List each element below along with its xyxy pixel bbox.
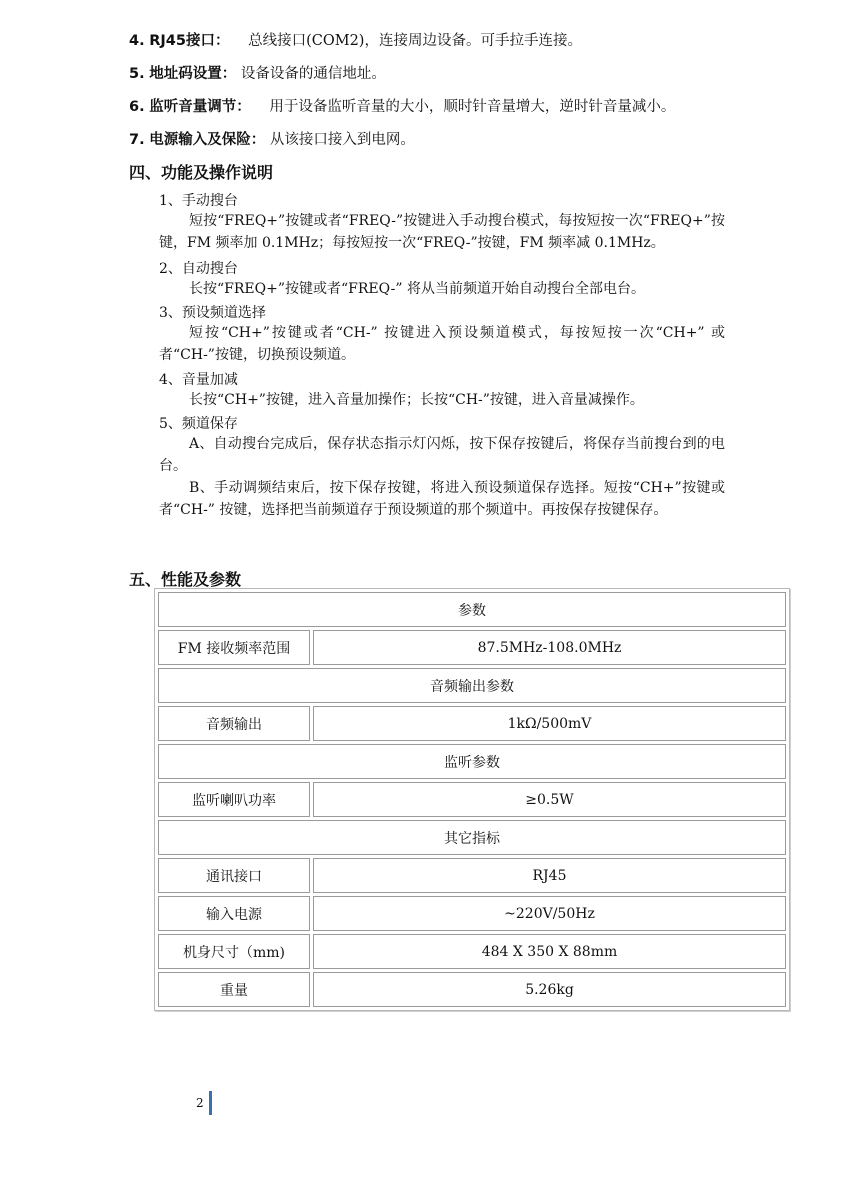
table-row (158, 858, 786, 893)
item-text: 总线接口(COM2)，连接周边设备。可手拉手连接。 (248, 33, 582, 49)
item-colon: ： (250, 131, 266, 148)
item-text: 从该接口接入到电网。 (269, 132, 415, 148)
paragraph-volume: 长按“CH+”按键，进入音量加操作；长按“CH-”按键，进入音量减操作。 (189, 392, 644, 408)
table-value: ≥0.5W (313, 782, 786, 817)
item-address (129, 62, 386, 83)
item-text: 设备设备的通信地址。 (240, 66, 386, 82)
table-key: 音频输出 (158, 706, 310, 741)
table-key: 机身尺寸（mm) (158, 934, 310, 969)
item-text: 用于设备监听音量的大小，顺时针音量增大，逆时针音量减小。 (269, 99, 676, 115)
table-header-other: 其它指标 (158, 820, 786, 855)
table-row (158, 896, 786, 931)
item-colon: ： (236, 98, 251, 115)
subsection-channel-save: 5、频道保存 (159, 416, 238, 432)
item-number: 5. (129, 66, 145, 82)
item-number: 7. (129, 132, 145, 148)
item-label: 地址码设置 (149, 66, 222, 82)
section-title-specs: 五、性能及参数 (129, 570, 242, 589)
table-row (158, 972, 786, 1007)
item-label: 监听音量调节 (149, 99, 237, 115)
item-colon: ： (214, 32, 230, 49)
table-row (158, 820, 786, 855)
paragraph-auto-tuning: 长按“FREQ+”按键或者“FREQ-” 将从当前频道开始自动搜台全部电台。 (189, 281, 645, 297)
subsection-preset-channel: 3、预设频道选择 (159, 305, 266, 321)
table-row (158, 706, 786, 741)
item-number: 4. (129, 33, 145, 49)
subsection-auto-tuning: 2、自动搜台 (159, 261, 238, 277)
table-row (158, 782, 786, 817)
table-row (158, 934, 786, 969)
table-value: 1kΩ/500mV (313, 706, 786, 741)
paragraph-channel-save-a: A、自动搜台完成后，保存状态指示灯闪烁，按下保存按键后，将保存当前搜台到的电台。 (159, 436, 725, 474)
table-key: 重量 (158, 972, 310, 1007)
paragraph-preset-channel: 短按“CH+”按键或者“CH-” 按键进入预设频道模式，每按短按一次“CH+” 或者“CH-”按键，切换预设频道。 (159, 325, 725, 363)
item-label: 电源输入及保险 (149, 132, 251, 148)
table-header-audio: 音频输出参数 (158, 668, 786, 703)
table-header-monitor: 监听参数 (158, 744, 786, 779)
table-row (158, 630, 786, 665)
table-row (158, 592, 786, 627)
item-volume (129, 95, 675, 116)
page-number-bar (209, 1091, 212, 1115)
table-value: 484 X 350 X 88mm (313, 934, 786, 969)
item-number: 6. (129, 99, 145, 115)
table-value: 87.5MHz-108.0MHz (313, 630, 786, 665)
table-row (158, 668, 786, 703)
table-header-params: 参数 (158, 592, 786, 627)
page-number: 2 (196, 1096, 204, 1110)
item-power (129, 128, 415, 149)
paragraph-channel-save-b: B、手动调频结束后，按下保存按键，将进入预设频道保存选择。短按“CH+”按键或者“CH-” 按键，选择把当前频道存于预设频道的那个频道中。再按保存按键保存。 (159, 480, 725, 518)
paragraph-manual-tuning: 短按“FREQ+”按键或者“FREQ-”按键进入手动搜台模式，每按短按一次“FREQ+”按键，FM 频率加 0.1MHz；每按短按一次“FREQ-”按键，FM 频率减 0.1MHz。 (159, 213, 725, 251)
table-key: 输入电源 (158, 896, 310, 931)
spec-table (154, 588, 790, 1011)
table-value: RJ45 (313, 858, 786, 893)
table-key: 监听喇叭功率 (158, 782, 310, 817)
section-title-functions: 四、功能及操作说明 (129, 163, 274, 182)
table-value: 5.26kg (313, 972, 786, 1007)
table-key: 通讯接口 (158, 858, 310, 893)
subsection-manual-tuning: 1、手动搜台 (159, 193, 238, 209)
item-rj45 (129, 29, 582, 50)
item-label: RJ45接口 (149, 33, 215, 49)
item-colon: ： (221, 65, 237, 82)
table-value: ~220V/50Hz (313, 896, 786, 931)
table-key: FM 接收频率范围 (158, 630, 310, 665)
subsection-volume: 4、音量加减 (159, 372, 238, 388)
table-row (158, 744, 786, 779)
